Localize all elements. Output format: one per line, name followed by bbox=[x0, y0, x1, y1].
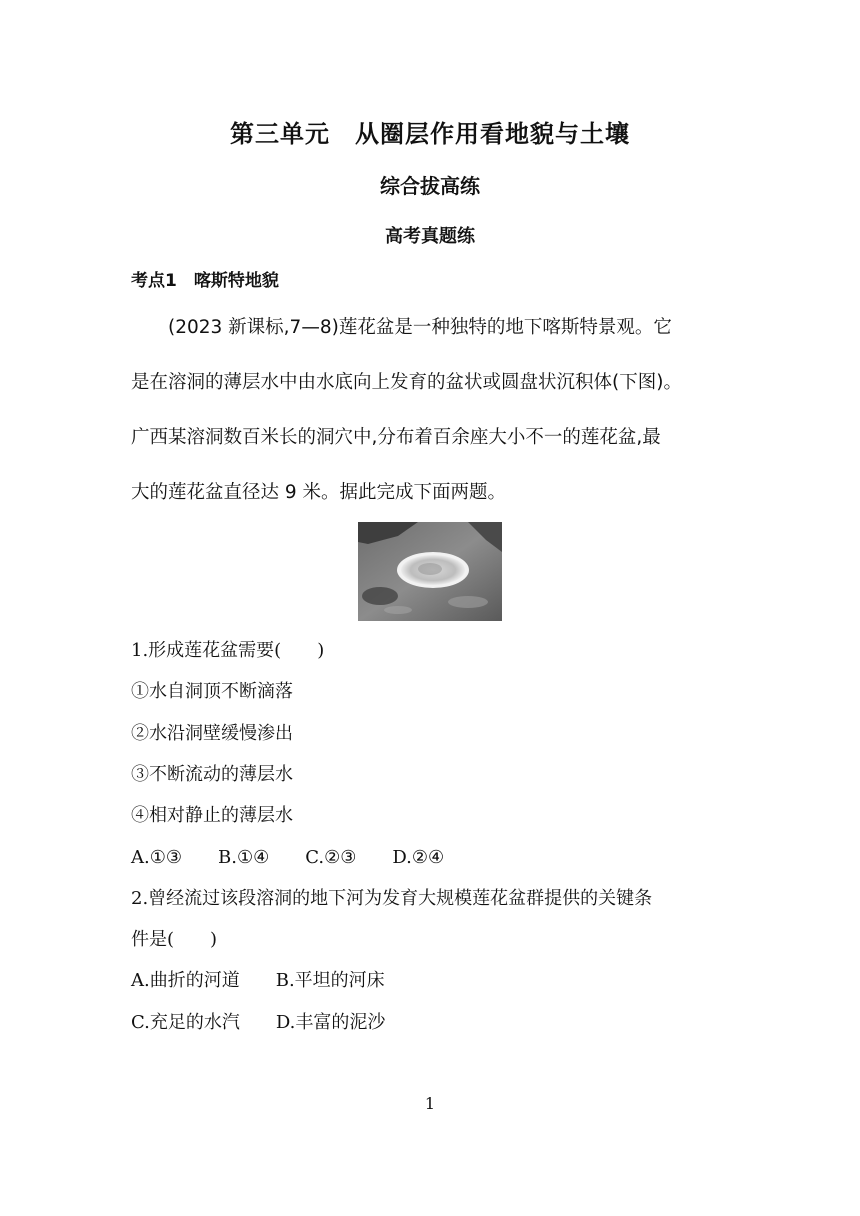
passage-line-2: 是在溶洞的薄层水中由水底向上发育的盆状或圆盘状沉积体(下图)。 bbox=[131, 372, 682, 393]
passage-line-1: (2023 新课标,7—8)莲花盆是一种独特的地下喀斯特景观。它 bbox=[131, 317, 672, 338]
question-1-item-3: ③不断流动的薄层水 bbox=[131, 764, 293, 785]
question-1-stem: 1.形成莲花盆需要( ) bbox=[131, 640, 325, 661]
page-number: 1 bbox=[424, 1094, 436, 1113]
unit-title: 第三单元 从圈层作用看地貌与土壤 bbox=[230, 120, 630, 148]
question-1-item-1: ①水自洞顶不断滴落 bbox=[131, 681, 293, 702]
passage-line-3: 广西某溶洞数百米长的洞穴中,分布着百余座大小不一的莲花盆,最 bbox=[131, 427, 661, 448]
question-1-options: A.①③ B.①④ C.②③ D.②④ bbox=[131, 847, 445, 868]
question-2-options-line-2: C.充足的水汽 D.丰富的泥沙 bbox=[131, 1012, 386, 1033]
passage-line-4: 大的莲花盆直径达 9 米。据此完成下面两题。 bbox=[131, 482, 507, 503]
question-1-item-2: ②水沿洞壁缓慢渗出 bbox=[131, 723, 293, 744]
topic-heading: 考点1 喀斯特地貌 bbox=[131, 271, 279, 291]
lotus-basin-photo bbox=[358, 522, 502, 621]
question-2-options-line-1: A.曲折的河道 B.平坦的河床 bbox=[131, 970, 385, 991]
question-2-stem-line-2: 件是( ) bbox=[131, 929, 218, 950]
question-2-stem-line-1: 2.曾经流过该段溶洞的地下河为发育大规模莲花盆群提供的关键条 bbox=[131, 888, 653, 909]
question-1-item-4: ④相对静止的薄层水 bbox=[131, 805, 293, 826]
section-heading: 高考真题练 bbox=[385, 226, 475, 247]
subtitle: 综合拔高练 bbox=[380, 174, 480, 198]
